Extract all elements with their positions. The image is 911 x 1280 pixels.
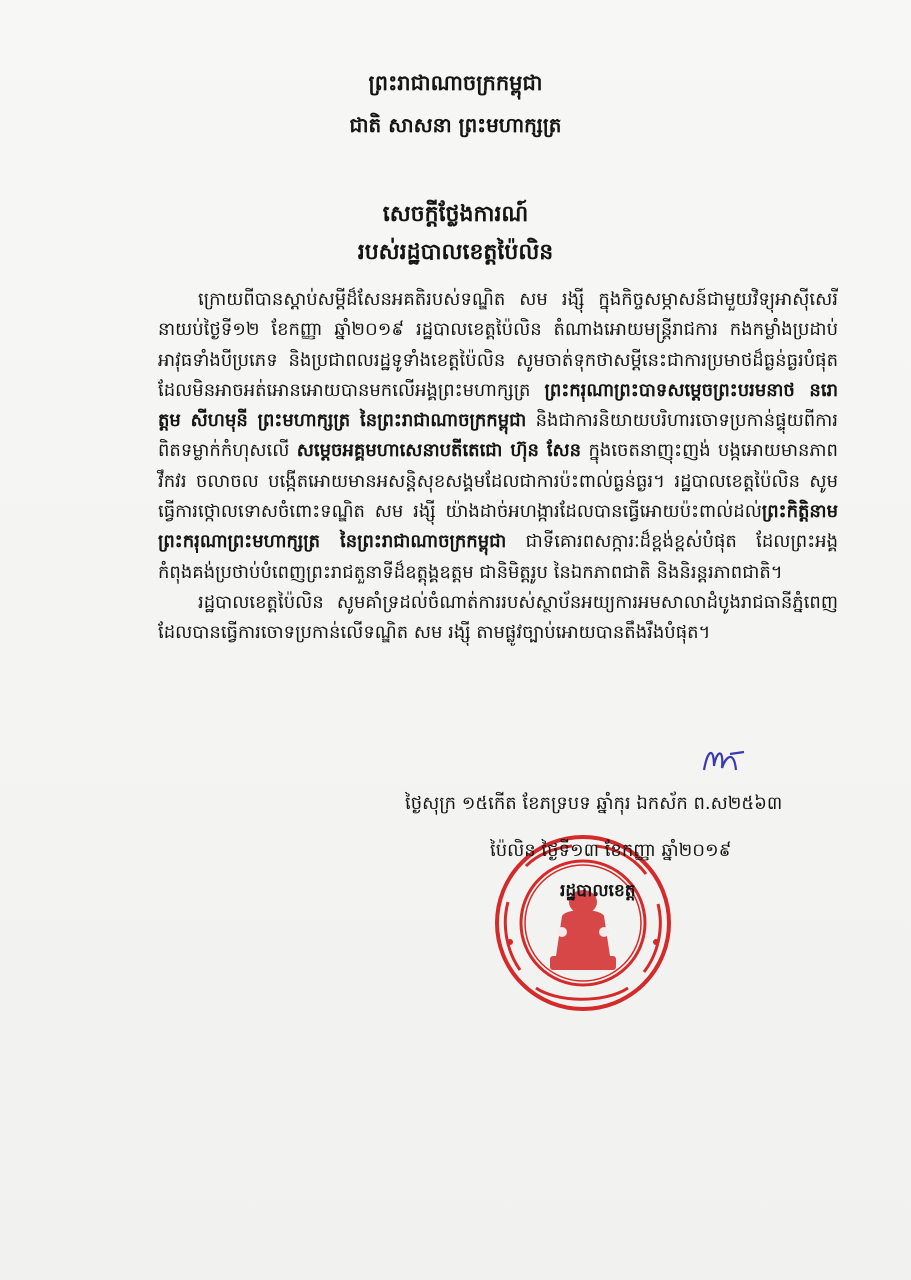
paragraph-segment: រដ្ឋបាលខេត្តប៉ៃលិន សូមគាំទ្រដល់ចំណាត់ការរបស់ស្ថាប័នអយ្យការអមសាលាដំបូងរាជធានីភ្នំពេញ ដែលបានធ្វើការចោទប្រកាន់លើទណ្ឌិត សម រង្ស៊ី តាមផ្លូវច្បាប់អោយបានតឹងរឹងបំផុត។	[158, 591, 838, 644]
paragraph-segment: និងជាការនិយាយបរិហារចោទប្រកាន់ផ្ទុយពីការពិតទម្លាក់កំហុសលើ	[158, 410, 839, 462]
kingdom-heading: ព្រះរាជាណាចក្រកម្ពុជា	[368, 71, 543, 95]
signatory-title: រដ្ឋបាលខេត្ត	[560, 881, 636, 901]
paragraph-segment-bold: ព្រះករុណាព្រះបាទសម្ដេចព្រះបរមនាថ នរោត្ដម សីហមុនី ព្រះមហាក្សត្រ នៃព្រះរាជាណាចក្រកម្ពុជា	[158, 379, 838, 432]
document-body	[158, 285, 838, 649]
handwritten-mark-icon	[700, 740, 748, 780]
lunar-date: ថ្ងៃសុក្រ ១៥កើត ខែភទ្របទ ឆ្នាំកុរ ឯកស័ក ព.ស២៥៦៣	[405, 793, 783, 814]
place-and-date: ប៉ៃលិន ថ្ងៃទី១៣ ខែកញ្ញា ឆ្នាំ២០១៩	[490, 840, 732, 861]
paragraph-segment-bold: ព្រះកិត្តិនាមព្រះករុណាព្រះមហាក្សត្រ នៃព្រះរាជាណាចក្រកម្ពុជា	[158, 501, 838, 553]
paragraph-segment-bold: សម្ដេចអគ្គមហាសេនាបតីតេជោ ហ៊ុន សែន	[296, 440, 582, 462]
paragraph-segment: ក្រោយពីបានស្ដាប់សម្ដីដ៏សែនអគតិរបស់ទណ្ឌិត សម រង្ស៊ី ក្នុងកិច្ចសម្ភាសន៍ជាមួយវិទ្យុអាស៊ីសេរី នាយប់ថ្ងៃទី១២ ខែកញ្ញា ឆ្នាំ២០១៩ រដ្ឋបាលខេត្តប៉ៃលិន តំណាងអោយមន្ត្រីរាជការ កងកម្លាំងប្រដាប់អាវុធទាំងបីប្រភេទ និងប្រជាពលរដ្ឋទូទាំងខេត្តប៉ៃលិន សូមចាត់ទុកថាសម្ដីនេះជាការប្រមាថដ៏ធ្ងន់ធ្ងរបំផុតដែលមិនអាចអត់អោនអោយបានមកលើអង្គព្រះមហាក្សត្រ	[158, 289, 838, 401]
document-subtitle: របស់រដ្ឋបាលខេត្តប៉ៃលិន	[357, 240, 554, 265]
paragraph-segment: ជាទីគោរពសក្ការៈដ៏ខ្ពង់ខ្ពស់បំផុត ដែលព្រះអង្គកំពុងគង់ប្រថាប់បំពេញព្រះរាជតួនាទីដ៏ឧត្ដុង្គឧត្ដម ជានិមិត្តរូប នៃឯកភាពជាតិ និងនិរន្ដរភាពជាតិ។	[158, 531, 838, 583]
paragraph-segment: ក្នុងចេតនាញុះញង់ បង្កអោយមានភាពវឹកវរ ចលាចល បង្កើតអោយមានអសន្ដិសុខសង្គមដែលជាការប៉ះពាល់ធ្ងន់ធ្ងរ។ រដ្ឋបាលខេត្តប៉ៃលិន សូមធ្វើការថ្កោលទោសចំពោះទណ្ឌិត សម រង្ស៊ី យ៉ាងដាច់អហង្ការដែលបានធ្វើអោយប៉ះពាល់ដល់	[158, 440, 838, 523]
document-title: សេចក្ដីថ្លែងការណ៍	[382, 202, 529, 227]
paragraph-2	[158, 588, 838, 649]
national-motto: ជាតិ សាសនា ព្រះមហាក្សត្រ	[349, 113, 562, 137]
paragraph-1	[158, 285, 838, 588]
